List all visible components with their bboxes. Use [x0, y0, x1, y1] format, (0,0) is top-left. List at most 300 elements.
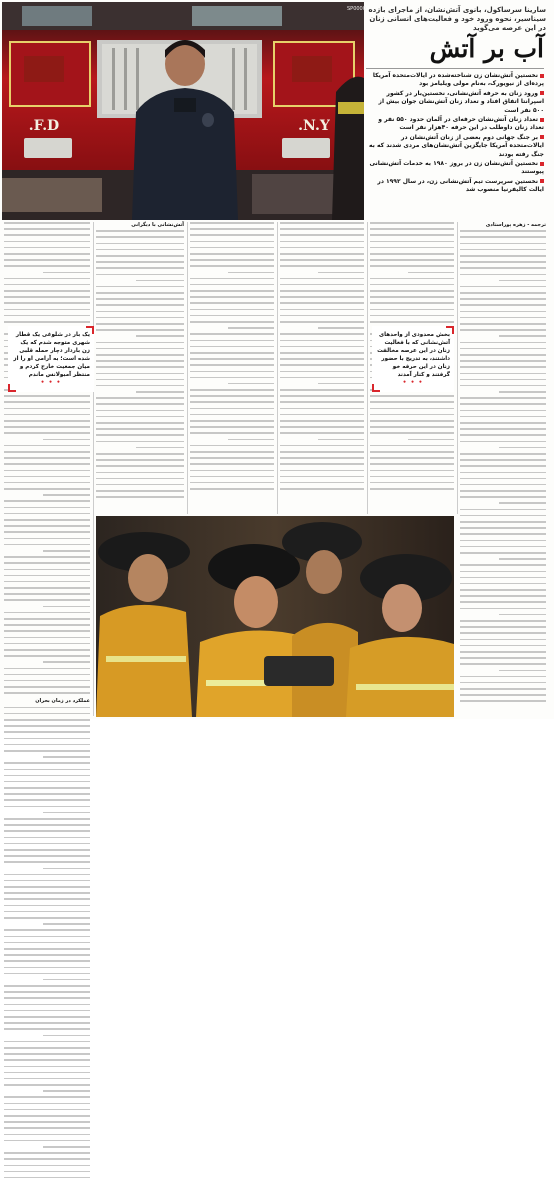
bullet-square-icon — [540, 162, 544, 166]
text-line — [4, 482, 90, 484]
firefighters-group-photo — [96, 516, 454, 717]
text-line — [4, 892, 90, 894]
truck-lettering-right: N.Y. — [298, 118, 330, 134]
text-line — [4, 954, 90, 956]
text-line — [190, 296, 274, 298]
text-line — [96, 416, 184, 418]
text-line — [408, 439, 454, 441]
text-line — [96, 286, 184, 288]
text-line — [460, 292, 546, 294]
text-line — [460, 453, 546, 455]
text-line — [460, 342, 546, 344]
text-line — [460, 694, 546, 696]
text-line — [370, 302, 454, 304]
text-line — [4, 463, 90, 465]
text-line — [318, 272, 364, 274]
text-line — [460, 478, 546, 480]
text-line — [96, 255, 184, 257]
text-line — [4, 967, 90, 969]
text-line — [280, 222, 364, 224]
text-line — [96, 249, 184, 251]
text-line — [4, 855, 90, 857]
text-line — [370, 241, 454, 243]
text-line — [460, 373, 546, 375]
text-line — [4, 750, 90, 752]
text-line — [460, 620, 546, 622]
text-line — [318, 439, 364, 441]
text-line — [4, 762, 90, 764]
text-line — [4, 408, 90, 410]
text-line — [190, 488, 274, 490]
text-line — [460, 416, 546, 418]
text-line — [280, 309, 364, 311]
text-line — [43, 550, 90, 552]
text-line — [136, 391, 184, 393]
bullet-square-icon — [540, 74, 544, 78]
text-line — [43, 1090, 90, 1092]
text-line — [370, 401, 454, 403]
text-line — [4, 612, 90, 614]
text-line — [4, 500, 90, 502]
text-line — [4, 911, 90, 913]
text-line — [96, 360, 184, 362]
text-line — [460, 700, 546, 702]
text-line — [96, 323, 184, 325]
text-line — [4, 426, 90, 428]
text-line — [4, 837, 90, 839]
text-line — [190, 426, 274, 428]
text-line — [190, 228, 274, 230]
text-line — [280, 315, 364, 317]
quote-dots-icon: • • • — [402, 379, 424, 386]
text-line — [43, 1146, 90, 1148]
text-line — [460, 459, 546, 461]
text-line — [4, 457, 90, 459]
text-line — [4, 793, 90, 795]
text-line — [4, 843, 90, 845]
text-line — [190, 395, 274, 397]
text-line — [460, 403, 546, 405]
text-line — [96, 373, 184, 375]
text-line — [280, 352, 364, 354]
text-line — [4, 507, 90, 509]
column-divider — [277, 222, 278, 514]
text-line — [190, 265, 274, 267]
text-line — [190, 247, 274, 249]
text-line — [190, 364, 274, 366]
text-line — [4, 668, 90, 670]
text-line — [96, 379, 184, 381]
text-line — [4, 513, 90, 515]
text-line — [190, 333, 274, 335]
text-line — [460, 243, 546, 245]
text-line — [460, 540, 546, 542]
text-line — [4, 562, 90, 564]
text-line — [4, 1016, 90, 1018]
text-line — [4, 898, 90, 900]
bullet-square-icon — [540, 135, 544, 139]
text-line — [4, 929, 90, 931]
text-line — [190, 476, 274, 478]
text-line — [4, 973, 90, 975]
text-line — [43, 439, 90, 441]
text-line — [460, 651, 546, 653]
text-line — [43, 272, 90, 274]
text-line — [190, 253, 274, 255]
text-line — [370, 259, 454, 261]
text-line — [370, 290, 454, 292]
text-line — [4, 991, 90, 993]
text-line — [4, 395, 90, 397]
text-line — [280, 340, 364, 342]
text-line — [460, 552, 546, 554]
headline-divider — [366, 68, 544, 69]
bullet-square-icon — [540, 91, 544, 95]
text-line — [4, 719, 90, 721]
text-line — [460, 385, 546, 387]
body-column-1 — [460, 222, 546, 716]
text-line — [136, 280, 184, 282]
text-line — [370, 296, 454, 298]
text-line — [460, 626, 546, 628]
text-line — [4, 649, 90, 651]
text-line — [4, 593, 90, 595]
text-line — [190, 241, 274, 243]
text-line — [460, 428, 546, 430]
text-line — [280, 333, 364, 335]
text-line — [4, 643, 90, 645]
text-line — [190, 290, 274, 292]
text-line — [460, 230, 546, 232]
text-line — [460, 434, 546, 436]
text-line — [4, 960, 90, 962]
column-divider — [367, 222, 368, 514]
text-line — [4, 1103, 90, 1105]
text-line — [4, 830, 90, 832]
text-line — [460, 657, 546, 659]
text-line — [190, 340, 274, 342]
text-line — [460, 490, 546, 492]
text-line — [4, 302, 90, 304]
text-line — [190, 321, 274, 323]
text-line — [4, 905, 90, 907]
text-line — [4, 799, 90, 801]
text-line — [370, 395, 454, 397]
text-line — [4, 849, 90, 851]
byline: ترجمه - زهره پوراستادی — [485, 222, 546, 228]
text-line — [4, 296, 90, 298]
text-line — [370, 228, 454, 230]
text-line — [318, 327, 364, 329]
quote-corner — [8, 384, 16, 392]
text-line — [370, 222, 454, 224]
text-line — [190, 445, 274, 447]
subheading: آتش‌نشانی با دیگرانی — [131, 222, 184, 228]
text-line — [4, 880, 90, 882]
text-line — [4, 686, 90, 688]
text-line — [190, 278, 274, 280]
text-line — [43, 979, 90, 981]
text-line — [4, 556, 90, 558]
pull-quote — [372, 326, 454, 392]
text-line — [4, 445, 90, 447]
text-line — [460, 422, 546, 424]
firefighter-portrait-photo — [2, 2, 364, 220]
text-line — [96, 385, 184, 387]
text-line — [4, 787, 90, 789]
text-line — [190, 371, 274, 373]
text-line — [96, 292, 184, 294]
text-line — [4, 985, 90, 987]
article-kicker — [368, 6, 546, 31]
pull-quote-text: بخش محدودی از واحدهای آتش‌نشانی که با فعالیت زنان در این عرصه مخالفت داشتند، به تدریج با حضور زنان در این حرفه خو گرفتند و کنار آمدند — [377, 332, 450, 378]
text-line — [228, 439, 274, 441]
text-line — [280, 451, 364, 453]
truck-number: SP0000 — [347, 6, 366, 12]
text-line — [190, 315, 274, 317]
text-line — [4, 253, 90, 255]
text-line — [190, 401, 274, 403]
text-line — [4, 725, 90, 727]
text-line — [370, 315, 454, 317]
text-line — [370, 451, 454, 453]
text-line — [4, 942, 90, 944]
text-line — [280, 445, 364, 447]
text-line — [460, 577, 546, 579]
text-line — [370, 278, 454, 280]
fact-bullet: تعداد زنان آتش‌نشان حرفه‌ای در آلمان حدود ۵۵۰ نفر و تعداد زنان داوطلب در این حرفه ۴۰هزار نفر است — [378, 116, 544, 132]
text-line — [4, 587, 90, 589]
pull-quote — [8, 326, 94, 392]
column-divider — [93, 222, 94, 716]
text-line — [4, 569, 90, 571]
text-line — [96, 304, 184, 306]
text-line — [280, 364, 364, 366]
text-line — [280, 414, 364, 416]
text-line — [4, 861, 90, 863]
text-line — [4, 655, 90, 657]
text-line — [4, 1165, 90, 1167]
text-line — [4, 544, 90, 546]
text-line — [499, 447, 546, 449]
text-line — [370, 476, 454, 478]
text-line — [460, 329, 546, 331]
text-line — [96, 366, 184, 368]
text-line — [280, 247, 364, 249]
text-line — [408, 272, 454, 274]
text-line — [4, 769, 90, 771]
text-line — [460, 571, 546, 573]
text-line — [280, 457, 364, 459]
text-line — [370, 445, 454, 447]
text-line — [280, 265, 364, 267]
text-line — [4, 744, 90, 746]
text-line — [136, 335, 184, 337]
text-line — [96, 317, 184, 319]
text-line — [499, 614, 546, 616]
text-line — [4, 525, 90, 527]
text-line — [4, 1152, 90, 1154]
text-line — [190, 420, 274, 422]
text-line — [460, 366, 546, 368]
text-line — [4, 278, 90, 280]
body-column-3 — [280, 222, 364, 512]
text-line — [370, 432, 454, 434]
text-line — [96, 459, 184, 461]
text-line — [4, 531, 90, 533]
text-line — [4, 581, 90, 583]
text-line — [280, 358, 364, 360]
text-line — [4, 241, 90, 243]
text-line — [4, 265, 90, 267]
text-line — [460, 348, 546, 350]
text-line — [370, 408, 454, 410]
text-line — [280, 389, 364, 391]
fact-bullet: بر جنگ جهانی دوم بعضی از زنان آتش‌نشان در ایالات‌متحده آمریکا جایگزین آتش‌نشان‌های مردی شدند که به جنگ رفته بودند — [369, 133, 544, 158]
text-line — [43, 756, 90, 758]
text-line — [460, 595, 546, 597]
text-line — [280, 420, 364, 422]
text-line — [43, 812, 90, 814]
text-line — [96, 311, 184, 313]
text-line — [318, 383, 364, 385]
text-line — [96, 403, 184, 405]
text-line — [4, 680, 90, 682]
text-line — [96, 410, 184, 412]
text-line — [370, 463, 454, 465]
text-line — [190, 414, 274, 416]
text-line — [370, 470, 454, 472]
text-line — [96, 490, 184, 492]
bullet-square-icon — [540, 118, 544, 122]
text-line — [190, 457, 274, 459]
text-line — [4, 781, 90, 783]
text-line — [4, 247, 90, 249]
text-line — [460, 608, 546, 610]
text-line — [460, 465, 546, 467]
text-line — [4, 476, 90, 478]
text-line — [4, 917, 90, 919]
body-column-5 — [96, 222, 184, 512]
text-line — [460, 410, 546, 412]
text-line — [96, 496, 184, 498]
fact-bullet: ورود زنان به حرفه آتش‌نشانی، نخستین‌بار در کشور اسپرانتا اتفاق افتاد و تعداد زنان آتش‌نشان جوان بیش از ۵۰۰ نفر است — [378, 89, 544, 114]
fact-bullet: نخستین سرپرست تیم آتش‌نشانی زن، در سال ۱۹۹۲ در ایالت کالیفرنیا منصوب شد — [377, 177, 544, 194]
text-line — [460, 379, 546, 381]
text-line — [370, 309, 454, 311]
text-line — [4, 1041, 90, 1043]
text-line — [190, 234, 274, 236]
text-line — [43, 1035, 90, 1037]
text-line — [4, 1158, 90, 1160]
text-line — [190, 352, 274, 354]
text-line — [4, 1140, 90, 1142]
text-line — [460, 663, 546, 665]
text-line — [370, 457, 454, 459]
text-line — [280, 395, 364, 397]
text-line — [280, 302, 364, 304]
text-line — [4, 315, 90, 317]
text-line — [4, 1121, 90, 1123]
text-line — [4, 630, 90, 632]
text-line — [460, 509, 546, 511]
text-line — [280, 346, 364, 348]
text-line — [460, 354, 546, 356]
text-line — [4, 1127, 90, 1129]
text-line — [460, 676, 546, 678]
text-line — [4, 470, 90, 472]
text-line — [280, 296, 364, 298]
text-line — [4, 713, 90, 715]
fact-bullet: نخستین آتش‌نشان زن در بروز ۱۹۸۰ به خدمات آتش‌نشانی پیوستند — [369, 160, 544, 176]
text-line — [4, 309, 90, 311]
text-line — [4, 451, 90, 453]
text-line — [460, 484, 546, 486]
text-line — [499, 670, 546, 672]
text-line — [460, 527, 546, 529]
text-line — [4, 818, 90, 820]
text-line — [4, 806, 90, 808]
text-line — [460, 496, 546, 498]
text-line — [96, 472, 184, 474]
text-line — [499, 280, 546, 282]
article-headline: آب بر آتش — [429, 34, 544, 63]
text-line — [460, 564, 546, 566]
body-text-lines — [4, 222, 90, 694]
text-line — [4, 321, 90, 323]
text-line — [4, 1028, 90, 1030]
text-line — [460, 304, 546, 306]
text-line — [96, 397, 184, 399]
text-line — [460, 589, 546, 591]
quote-corner — [86, 326, 94, 334]
text-line — [4, 284, 90, 286]
text-line — [4, 414, 90, 416]
text-line — [460, 632, 546, 634]
text-line — [96, 441, 184, 443]
text-line — [4, 997, 90, 999]
text-line — [4, 1059, 90, 1061]
text-line — [4, 432, 90, 434]
text-line — [190, 389, 274, 391]
text-line — [460, 533, 546, 535]
text-line — [460, 267, 546, 269]
text-line — [4, 1096, 90, 1098]
text-line — [460, 521, 546, 523]
text-line — [280, 234, 364, 236]
text-line — [96, 465, 184, 467]
text-line — [280, 259, 364, 261]
text-line — [4, 222, 90, 224]
text-line — [96, 428, 184, 430]
text-line — [370, 321, 454, 323]
text-line — [280, 476, 364, 478]
text-line — [4, 1134, 90, 1136]
text-line — [96, 329, 184, 331]
text-line — [96, 267, 184, 269]
text-line — [4, 738, 90, 740]
text-line — [370, 284, 454, 286]
text-line — [370, 247, 454, 249]
text-line — [228, 383, 274, 385]
text-line — [280, 408, 364, 410]
text-line — [460, 639, 546, 641]
text-line — [460, 317, 546, 319]
text-line — [460, 286, 546, 288]
text-line — [4, 886, 90, 888]
text-line — [370, 265, 454, 267]
text-line — [280, 488, 364, 490]
